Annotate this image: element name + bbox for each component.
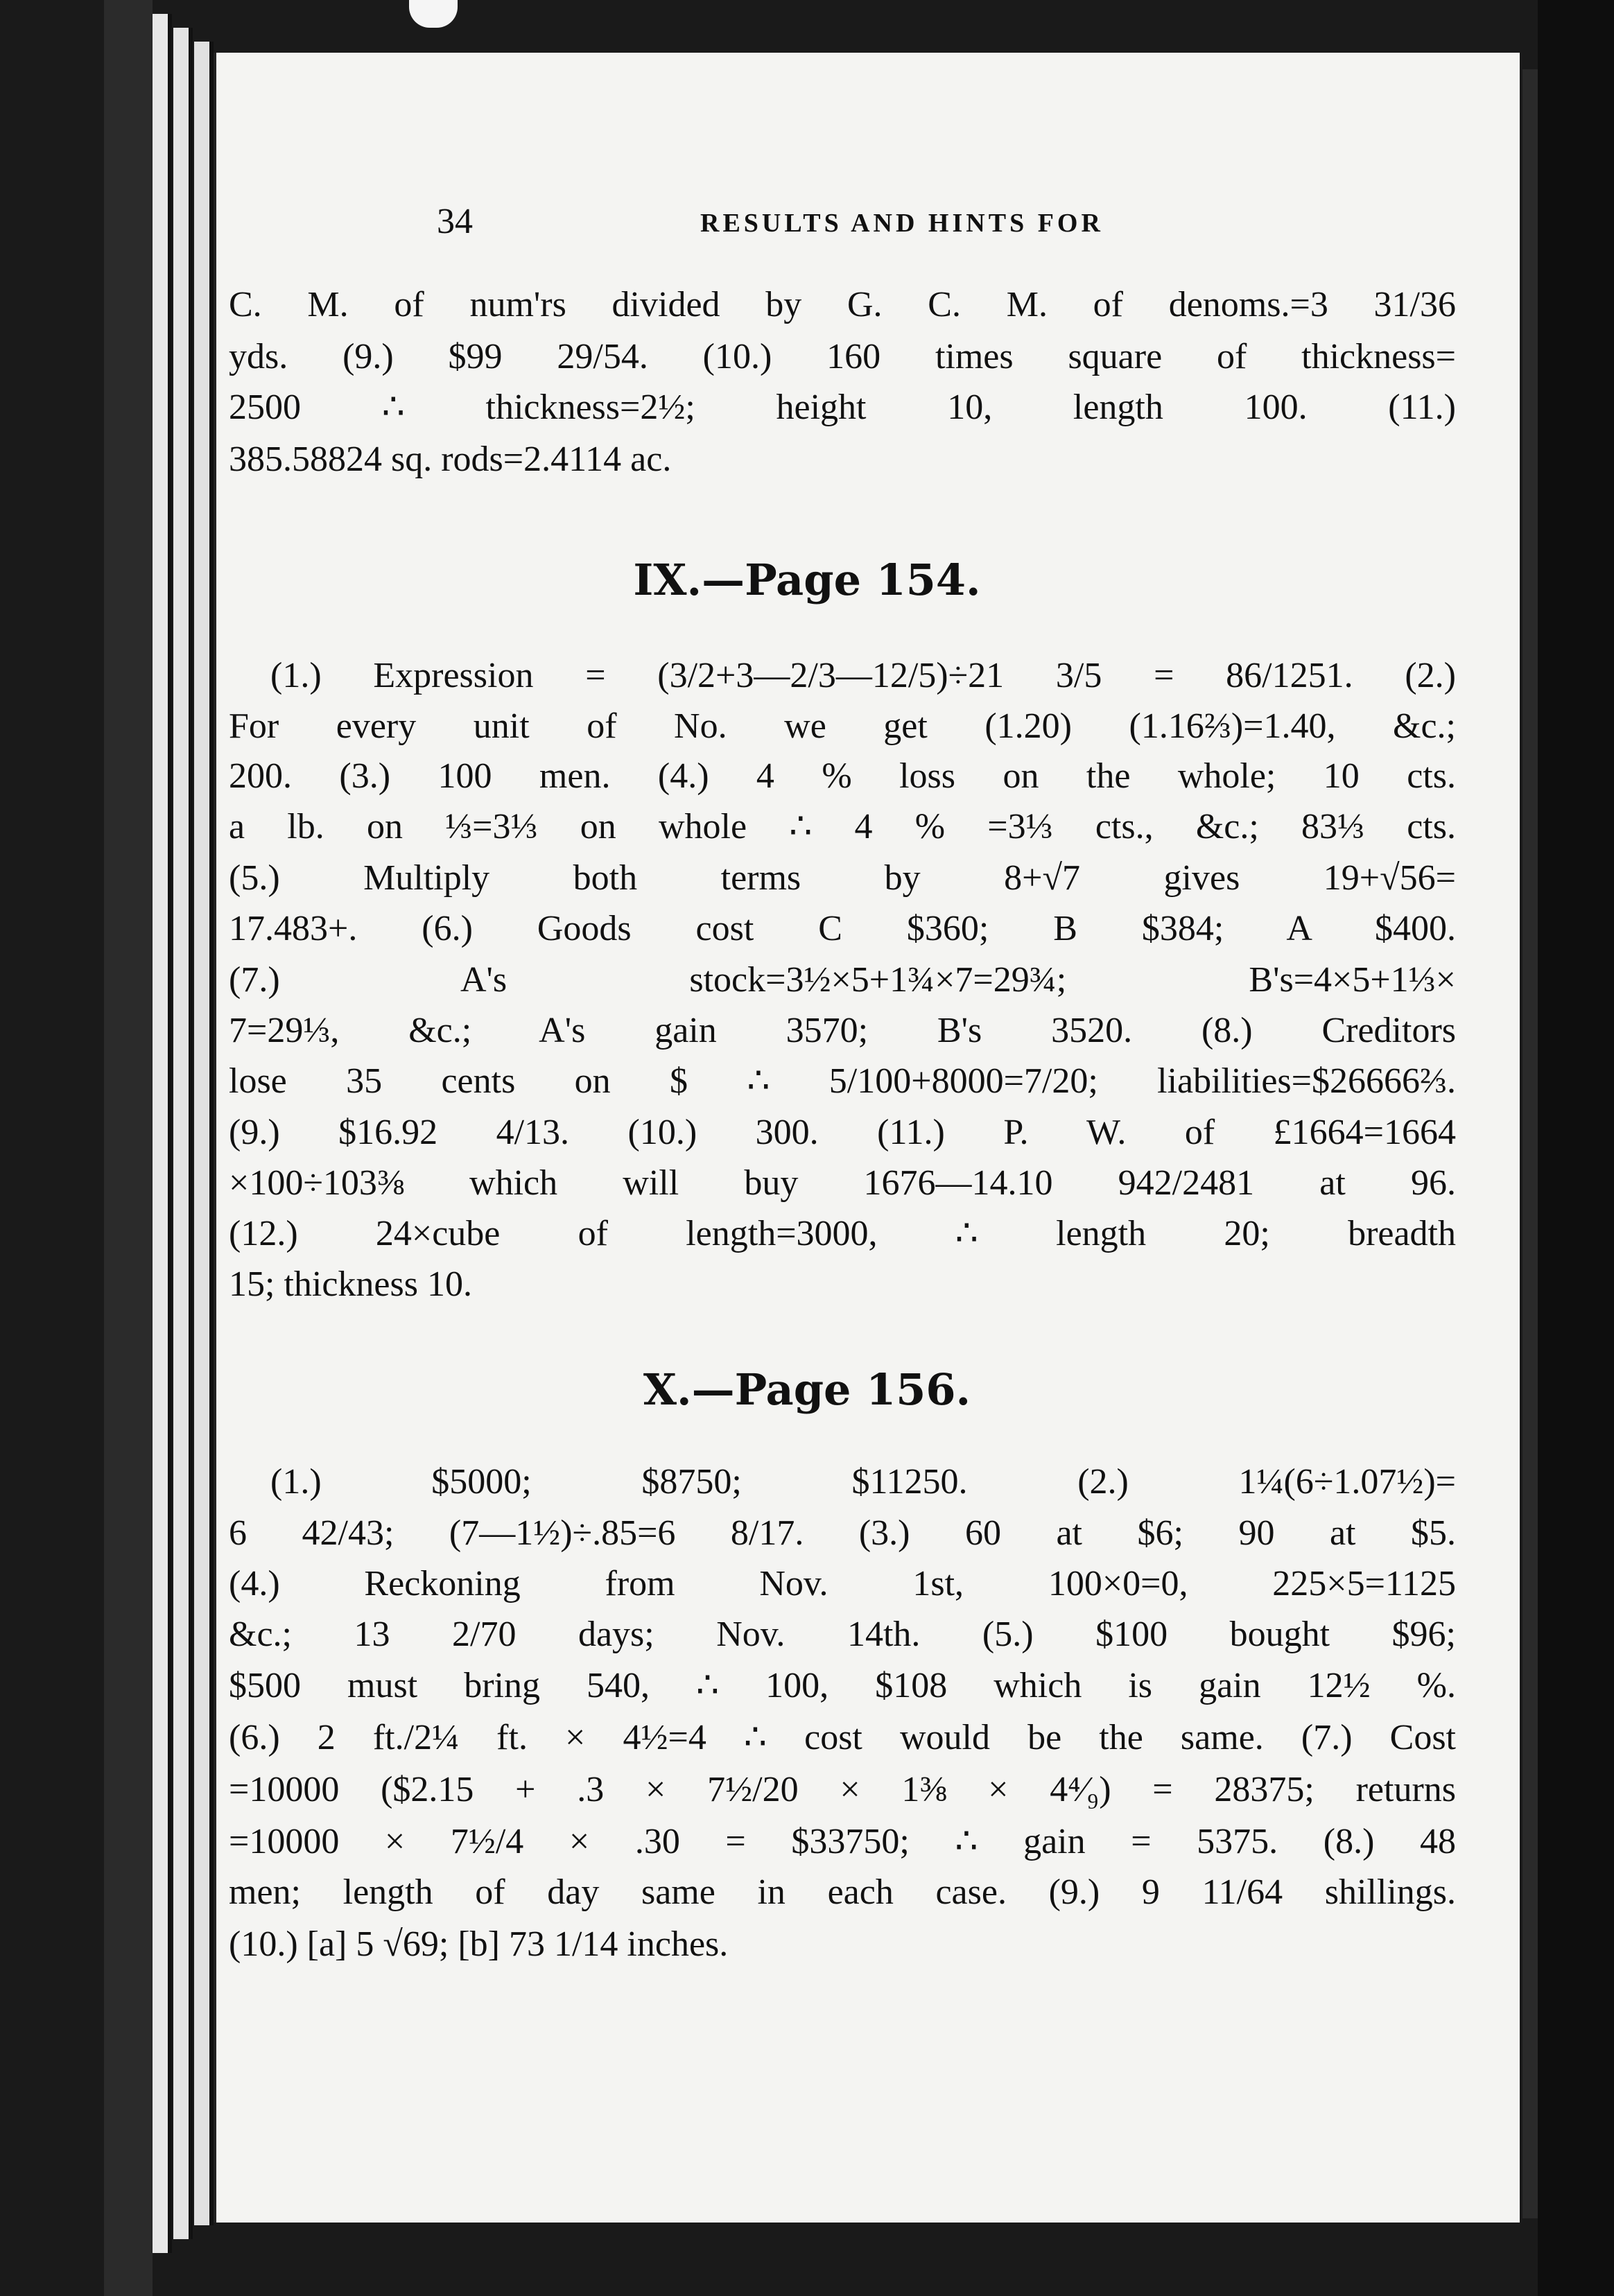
text-line: &c.; 13 2/70 days; Nov. 14th. (5.) $100 bought $96; xyxy=(229,1615,1456,1654)
page-edge xyxy=(173,28,193,2239)
page-edge xyxy=(194,42,214,2225)
running-head: RESULTS AND HINTS FOR xyxy=(700,209,1104,238)
text-line: (9.) $16.92 4/13. (10.) 300. (11.) P. W. of £1664=1664 xyxy=(229,1113,1456,1152)
text-line: men; length of day same in each case. (9.) 9 11/64 shillings. xyxy=(229,1872,1456,1912)
page-number: 34 xyxy=(437,202,473,241)
text-line: lose 35 cents on $ ∴ 5/100+8000=7/20; liabilities=$26666⅔. xyxy=(229,1061,1456,1101)
page-edge xyxy=(153,14,172,2253)
text-line: 7=29⅓, &c.; A's gain 3570; B's 3520. (8.) Creditors xyxy=(229,1011,1456,1050)
text-line: 6 42/43; (7—1½)÷.85=6 8/17. (3.) 60 at $6; 90 at $5. xyxy=(229,1513,1456,1553)
page-edge-right xyxy=(1522,69,1538,2218)
scan-artifact xyxy=(409,0,458,28)
text-line: (1.) $5000; $8750; $11250. (2.) 1¼(6÷1.07½)= xyxy=(270,1462,1456,1502)
text-line: ×100÷103⅜ which will buy 1676—14.10 942/2481 at 96. xyxy=(229,1163,1456,1203)
text-line: (7.) A's stock=3½×5+1¾×7=29¾; B's=4×5+1⅓× xyxy=(229,960,1456,1000)
text-line: =10000 ($2.15 + .3 × 7½/20 × 1⅜ × 4⁴⁄₉) = 28375; returns xyxy=(229,1770,1456,1809)
text-line: (10.) [a] 5 √69; [b] 73 1/14 inches. xyxy=(229,1924,729,1964)
text-line: 200. (3.) 100 men. (4.) 4 % loss on the whole; 10 cts. xyxy=(229,756,1456,796)
text-line: (4.) Reckoning from Nov. 1st, 100×0=0, 225×5=1125 xyxy=(229,1564,1456,1603)
text-line: 2500 ∴ thickness=2½; height 10, length 100. (11.) xyxy=(229,388,1456,427)
text-line: C. M. of num'rs divided by G. C. M. of denoms.=3 31/36 xyxy=(229,285,1456,324)
book-edge xyxy=(104,0,153,2296)
text-line: 15; thickness 10. xyxy=(229,1264,472,1304)
book-edge-right xyxy=(1538,0,1614,2296)
text-line: (12.) 24×cube of length=3000, ∴ length 20; breadth xyxy=(229,1214,1456,1253)
text-line: 17.483+. (6.) Goods cost C $360; B $384; A $400. xyxy=(229,909,1456,948)
section-heading: IX.—Page 154. xyxy=(633,555,981,605)
text-line: (1.) Expression = (3/2+3—2/3—12/5)÷21 3/5 = 86/1251. (2.) xyxy=(270,656,1456,695)
text-line: (5.) Multiply both terms by 8+√7 gives 19+√56= xyxy=(229,858,1456,898)
text-line: =10000 × 7½/4 × .30 = $33750; ∴ gain = 5375. (8.) 48 xyxy=(229,1822,1456,1861)
section-heading: X.—Page 156. xyxy=(643,1364,971,1415)
text-line: 385.58824 sq. rods=2.4114 ac. xyxy=(229,440,672,479)
text-line: (6.) 2 ft./2¼ ft. × 4½=4 ∴ cost would be the same. (7.) Cost xyxy=(229,1718,1456,1757)
text-line: For every unit of No. we get (1.20) (1.16⅔)=1.40, &c.; xyxy=(229,706,1456,746)
text-line: a lb. on ⅓=3⅓ on whole ∴ 4 % =3⅓ cts., &c.; 83⅓ cts. xyxy=(229,807,1456,846)
text-line: $500 must bring 540, ∴ 100, $108 which is gain 12½ %. xyxy=(229,1666,1456,1705)
text-line: yds. (9.) $99 29/54. (10.) 160 times square of thickness= xyxy=(229,337,1456,376)
